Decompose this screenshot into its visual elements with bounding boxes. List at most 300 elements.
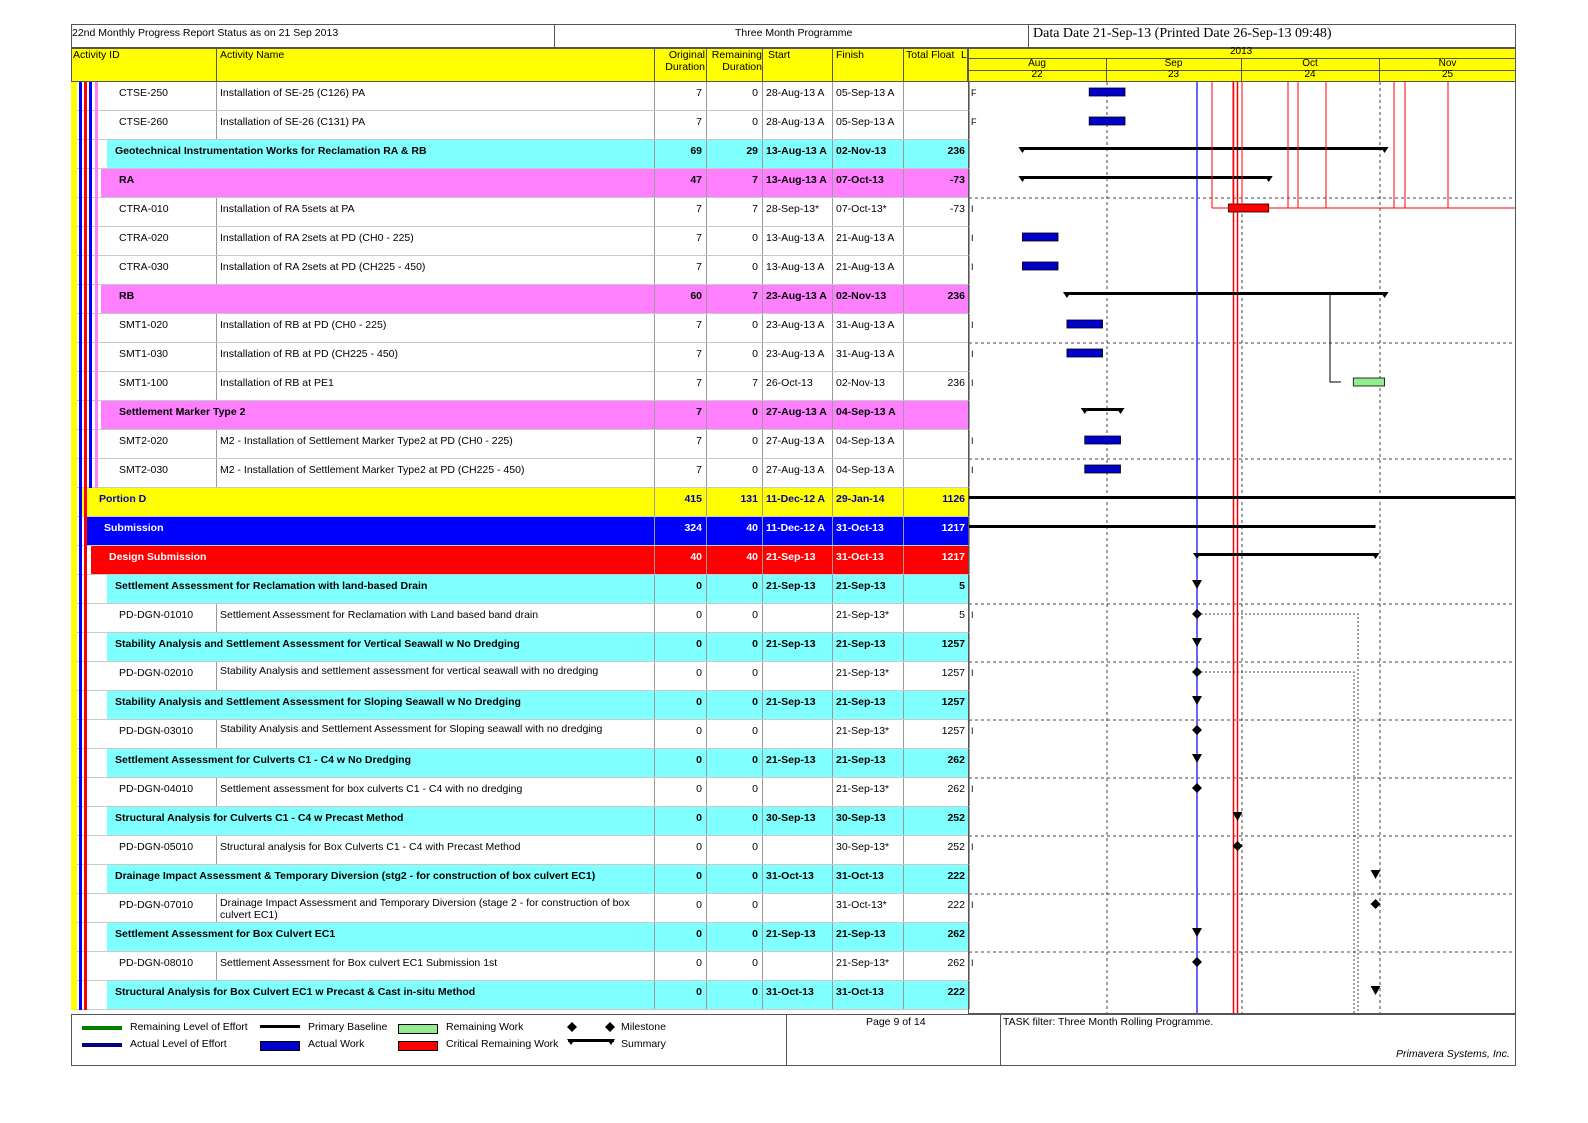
milestone-icon <box>1371 899 1381 909</box>
table-row[interactable] <box>71 256 974 285</box>
start-date <box>764 836 834 864</box>
cell-divider <box>706 111 707 139</box>
table-row[interactable] <box>71 836 974 865</box>
cell-divider <box>706 923 707 951</box>
cell-divider <box>903 778 904 806</box>
header-divider <box>216 48 217 82</box>
cell-divider <box>903 517 904 545</box>
milestone-icon <box>1192 957 1202 967</box>
total-float <box>903 343 969 371</box>
cell-divider <box>903 343 904 371</box>
hierarchy-stripe <box>79 82 82 1010</box>
start-date: 13-Aug-13 A <box>766 145 827 157</box>
cell-divider <box>216 430 217 458</box>
cell-divider <box>903 865 904 893</box>
cell-divider <box>706 546 707 574</box>
table-row[interactable] <box>71 430 974 459</box>
row-flag: I <box>971 233 974 243</box>
cell-divider <box>832 807 833 835</box>
total-float: 1257 <box>941 638 965 650</box>
cell-divider <box>832 111 833 139</box>
table-row[interactable] <box>71 343 974 372</box>
wbs-band-row[interactable] <box>71 488 968 517</box>
cell-divider <box>654 372 655 400</box>
table-row[interactable] <box>71 459 974 488</box>
table-row[interactable] <box>71 604 974 633</box>
activity-bar <box>1089 117 1125 125</box>
wbs-band-row[interactable] <box>71 575 968 604</box>
remaining-duration: 0 <box>752 783 758 795</box>
finish-date: 04-Sep-13 A <box>836 464 895 476</box>
timescale-month-divider <box>1379 58 1380 82</box>
summary-milestone-icon <box>1192 754 1202 763</box>
activity-id: SMT2-030 <box>119 464 169 476</box>
finish-date: 31-Oct-13* <box>836 899 887 911</box>
original-duration: 0 <box>696 870 702 882</box>
activity-id: SMT2-020 <box>119 435 169 447</box>
finish-date: 05-Sep-13 A <box>836 87 895 99</box>
cell-divider <box>762 488 763 516</box>
cell-divider <box>216 198 217 226</box>
cell-divider <box>654 923 655 951</box>
cell-divider <box>832 430 833 458</box>
cell-divider <box>762 923 763 951</box>
table-row[interactable] <box>71 894 974 923</box>
cell-divider <box>762 169 763 197</box>
finish-date: 02-Nov-13 <box>836 290 887 302</box>
col-original-duration[interactable]: Original Duration <box>665 49 705 73</box>
activity-id: SMT1-100 <box>119 377 169 389</box>
total-float <box>903 459 969 487</box>
original-duration: 0 <box>696 696 702 708</box>
remaining-duration: 0 <box>752 232 758 244</box>
cell-divider <box>762 807 763 835</box>
cell-divider <box>654 807 655 835</box>
cell-divider <box>216 952 217 980</box>
wbs-name: Settlement Assessment for Culverts C1 - C4 w No Dredging <box>115 754 412 766</box>
start-date: 26-Oct-13 <box>766 377 813 389</box>
original-duration: 7 <box>696 377 702 389</box>
finish-date: 21-Sep-13* <box>836 667 890 679</box>
start-date: 27-Aug-13 A <box>766 464 825 476</box>
relationship-line <box>1197 614 1358 1014</box>
cell-divider <box>762 981 763 1009</box>
total-float: 262 <box>947 783 965 795</box>
wbs-name: RA <box>119 174 135 186</box>
remaining-duration: 0 <box>752 435 758 447</box>
finish-date: 21-Sep-13 <box>836 580 886 592</box>
table-row[interactable] <box>71 372 974 401</box>
cell-divider <box>762 285 763 313</box>
total-float <box>903 314 969 342</box>
cell-divider <box>762 894 763 922</box>
gantt-chart <box>968 82 1516 1014</box>
activity-name: Settlement Assessment for Box culvert EC1 Submission 1st <box>220 957 498 969</box>
cell-divider <box>762 662 763 690</box>
original-duration: 7 <box>696 87 702 99</box>
cell-divider <box>762 865 763 893</box>
cell-divider <box>706 952 707 980</box>
activity-name: Structural analysis for Box Culverts C1 - C4 with Precast Method <box>220 841 521 853</box>
legend-critical-remaining: Critical Remaining Work <box>446 1038 559 1050</box>
activity-name: Installation of RA 2sets at PD (CH0 - 225) <box>220 232 414 244</box>
activity-id: PD-DGN-03010 <box>119 725 194 737</box>
wbs-band-row[interactable] <box>71 546 968 575</box>
timescale-month: Aug <box>1028 58 1046 69</box>
wbs-band-row[interactable] <box>71 865 968 894</box>
total-float: 262 <box>947 754 965 766</box>
remaining-duration: 0 <box>752 754 758 766</box>
cell-divider <box>832 488 833 516</box>
activity-name: Installation of RA 2sets at PD (CH225 - 450) <box>220 261 426 273</box>
timescale-week: 23 <box>1167 69 1180 80</box>
table-row[interactable] <box>71 952 974 981</box>
cell-divider <box>762 517 763 545</box>
hierarchy-stripe <box>89 82 92 488</box>
wbs-name: Stability Analysis and Settlement Assessment for Vertical Seawall w No Dredging <box>115 638 520 650</box>
cell-divider <box>832 256 833 284</box>
cell-divider <box>832 865 833 893</box>
cell-divider <box>903 401 904 429</box>
wbs-band-row[interactable] <box>71 923 968 952</box>
wbs-band-row[interactable] <box>71 401 968 430</box>
row-flag: I <box>971 726 974 736</box>
table-row[interactable] <box>71 227 974 256</box>
original-duration: 0 <box>696 754 702 766</box>
start-date <box>764 894 834 922</box>
remaining-duration: 7 <box>752 290 758 302</box>
cell-divider <box>832 459 833 487</box>
col-start[interactable]: Start <box>768 49 791 61</box>
cell-divider <box>832 749 833 777</box>
cell-divider <box>654 285 655 313</box>
start-date: 31-Oct-13 <box>766 986 814 998</box>
activity-bar <box>1022 233 1058 241</box>
col-activity-id[interactable]: Activity ID <box>73 49 120 61</box>
cell-divider <box>654 546 655 574</box>
total-float: 222 <box>947 870 965 882</box>
cell-divider <box>762 836 763 864</box>
start-date: 23-Aug-13 A <box>766 290 827 302</box>
activity-bar <box>1067 320 1103 328</box>
wbs-band-row[interactable] <box>71 807 968 836</box>
cell-divider <box>216 343 217 371</box>
start-date <box>764 952 834 980</box>
activity-bar <box>1067 349 1103 357</box>
column-header-bar <box>71 48 968 82</box>
remaining-duration: 0 <box>752 638 758 650</box>
remaining-duration: 0 <box>752 928 758 940</box>
cell-divider <box>654 575 655 603</box>
finish-date: 31-Oct-13 <box>836 986 884 998</box>
legend-actual-loe: Actual Level of Effort <box>130 1038 227 1050</box>
original-duration: 0 <box>696 986 702 998</box>
finish-date: 21-Sep-13* <box>836 725 890 737</box>
wbs-band-row[interactable] <box>71 633 968 662</box>
start-date: 21-Sep-13 <box>766 580 816 592</box>
page-number: Page 9 of 14 <box>866 1016 926 1028</box>
col-finish[interactable]: Finish <box>836 49 865 61</box>
finish-date: 29-Jan-14 <box>836 493 885 505</box>
data-date: Data Date 21-Sep-13 (Printed Date 26-Sep-13 09:48) <box>1033 26 1332 41</box>
total-float: 1217 <box>941 522 965 534</box>
table-row[interactable] <box>71 198 974 227</box>
start-date: 23-Aug-13 A <box>766 319 825 331</box>
cell-divider <box>903 546 904 574</box>
remaining-duration: 0 <box>752 348 758 360</box>
cell-divider <box>903 952 904 980</box>
cell-divider <box>832 546 833 574</box>
wbs-name: Drainage Impact Assessment & Temporary Diversion (stg2 - for construction of box culvert EC1) <box>115 870 596 882</box>
header-divider <box>706 48 707 82</box>
start-date: 11-Dec-12 A <box>766 493 826 505</box>
summary-bar <box>1197 553 1376 556</box>
cell-divider <box>903 575 904 603</box>
original-duration: 0 <box>696 609 702 621</box>
wbs-name: Settlement Assessment for Reclamation with land-based Drain <box>115 580 428 592</box>
cell-divider <box>654 894 655 922</box>
cell-divider <box>832 691 833 719</box>
activity-name: M2 - Installation of Settlement Marker Type2 at PD (CH0 - 225) <box>220 435 513 447</box>
activity-name: M2 - Installation of Settlement Marker Type2 at PD (CH225 - 450) <box>220 464 525 476</box>
table-row[interactable] <box>71 778 974 807</box>
row-flag: I <box>971 958 974 968</box>
start-date: 13-Aug-13 A <box>766 261 825 273</box>
start-date: 28-Aug-13 A <box>766 87 825 99</box>
timescale-week: 24 <box>1304 69 1316 80</box>
original-duration: 7 <box>696 261 702 273</box>
start-date: 13-Aug-13 A <box>766 174 827 186</box>
total-float: 5 <box>959 580 965 592</box>
table-row[interactable] <box>71 111 977 140</box>
remaining-duration: 0 <box>752 609 758 621</box>
total-float: -73 <box>949 174 965 186</box>
cell-divider <box>216 372 217 400</box>
finish-date: 07-Oct-13* <box>836 203 887 215</box>
table-row[interactable] <box>71 314 974 343</box>
activity-name: Installation of RB at PE1 <box>220 377 334 389</box>
finish-date: 21-Sep-13 <box>836 696 886 708</box>
wbs-band-row[interactable] <box>71 749 968 778</box>
cell-divider <box>832 372 833 400</box>
summary-bar <box>969 525 1376 528</box>
wbs-band-row[interactable] <box>71 285 968 314</box>
start-date <box>764 662 834 690</box>
total-float: 5 <box>959 609 965 621</box>
original-duration: 69 <box>690 145 702 157</box>
hierarchy-stripe <box>84 82 87 1010</box>
start-date: 21-Sep-13 <box>766 638 816 650</box>
remaining-duration: 0 <box>752 696 758 708</box>
header-divider-1 <box>554 24 555 48</box>
col-total-float[interactable]: Total Float <box>906 49 955 61</box>
total-float: 1257 <box>941 667 965 679</box>
cell-divider <box>762 372 763 400</box>
activity-name: Installation of SE-26 (C131) PA <box>220 116 366 128</box>
summary-milestone-icon <box>1192 696 1202 705</box>
wbs-name: Stability Analysis and Settlement Assessment for Sloping Seawall w No Dredging <box>115 696 521 708</box>
wbs-band-row[interactable] <box>71 169 968 198</box>
activity-id: CTSE-260 <box>119 116 169 128</box>
cell-divider <box>832 923 833 951</box>
cell-divider <box>762 343 763 371</box>
activity-bar <box>1022 262 1058 270</box>
cell-divider <box>706 807 707 835</box>
cell-divider <box>654 169 655 197</box>
cell-divider <box>654 662 655 690</box>
task-filter: TASK filter: Three Month Rolling Programme. <box>1003 1016 1214 1028</box>
finish-date: 31-Oct-13 <box>836 870 884 882</box>
cell-divider <box>762 401 763 429</box>
wbs-band-row[interactable] <box>71 517 968 546</box>
cell-divider <box>706 633 707 661</box>
cell-divider <box>654 314 655 342</box>
cell-divider <box>832 198 833 226</box>
summary-milestone-icon <box>1371 870 1381 879</box>
total-float <box>903 82 969 110</box>
start-date: 21-Sep-13 <box>766 754 816 766</box>
cell-divider <box>832 285 833 313</box>
cell-divider <box>903 981 904 1009</box>
cell-divider <box>654 517 655 545</box>
table-row[interactable] <box>71 662 974 691</box>
cell-divider <box>903 459 904 487</box>
cell-divider <box>654 604 655 632</box>
legend-summary: Summary <box>621 1038 666 1050</box>
start-date: 23-Aug-13 A <box>766 348 825 360</box>
cell-divider <box>903 894 904 922</box>
milestone-legend-icon <box>566 1020 616 1034</box>
start-date: 11-Dec-12 A <box>766 522 826 534</box>
total-float: 262 <box>947 957 965 969</box>
activity-id: SMT1-030 <box>119 348 169 360</box>
start-date <box>764 778 834 806</box>
original-duration: 0 <box>696 667 702 679</box>
primary-baseline-swatch <box>260 1025 300 1028</box>
cell-divider <box>832 633 833 661</box>
wbs-name: Geotechnical Instrumentation Works for Reclamation RA & RB <box>115 145 427 157</box>
remaining-duration: 40 <box>746 522 758 534</box>
finish-date: 21-Aug-13 A <box>836 232 895 244</box>
cell-divider <box>706 256 707 284</box>
legend-divider-2 <box>1000 1014 1001 1066</box>
start-date: 28-Aug-13 A <box>766 116 825 128</box>
cell-divider <box>762 952 763 980</box>
table-row[interactable] <box>71 720 974 749</box>
total-float: 236 <box>947 290 965 302</box>
finish-date: 05-Sep-13 A <box>836 116 895 128</box>
cell-divider <box>832 169 833 197</box>
cell-divider <box>762 546 763 574</box>
cell-divider <box>762 198 763 226</box>
start-date: 21-Sep-13 <box>766 551 816 563</box>
legend-divider-1 <box>786 1014 787 1066</box>
row-flag: F <box>971 88 977 98</box>
total-float: 236 <box>947 377 965 389</box>
wbs-band-row[interactable] <box>71 981 968 1010</box>
cell-divider <box>216 778 217 806</box>
col-remaining-duration[interactable]: Remaining Duration <box>711 49 762 73</box>
remaining-duration: 0 <box>752 899 758 911</box>
relationship-line <box>1197 672 1354 1014</box>
programme-title: Three Month Programme <box>735 27 853 39</box>
relationship-line <box>1330 295 1341 382</box>
row-flag: I <box>971 378 974 388</box>
cell-divider <box>762 111 763 139</box>
table-row[interactable] <box>71 82 977 111</box>
cell-divider <box>654 836 655 864</box>
row-flag: I <box>971 204 974 214</box>
cell-divider <box>654 82 655 110</box>
cell-divider <box>706 488 707 516</box>
total-float: 222 <box>947 986 965 998</box>
remaining-duration: 0 <box>752 319 758 331</box>
remaining-duration: 40 <box>746 551 758 563</box>
activity-name: Stability Analysis and settlement assessment for vertical seawall with no dredging <box>220 665 599 677</box>
cell-divider <box>706 981 707 1009</box>
original-duration: 7 <box>696 319 702 331</box>
cell-divider <box>706 227 707 255</box>
row-flag: I <box>971 668 974 678</box>
header-divider <box>654 48 655 82</box>
wbs-band-row[interactable] <box>71 140 968 169</box>
cell-divider <box>654 952 655 980</box>
finish-date: 02-Nov-13 <box>836 145 887 157</box>
col-activity-name[interactable]: Activity Name <box>220 49 285 61</box>
original-duration: 7 <box>696 406 702 418</box>
cell-divider <box>216 604 217 632</box>
cell-divider <box>832 82 833 110</box>
activity-name: Installation of RB at PD (CH0 - 225) <box>220 319 387 331</box>
cell-divider <box>216 256 217 284</box>
start-date: 21-Sep-13 <box>766 696 816 708</box>
cell-divider <box>762 140 763 168</box>
cell-divider <box>706 169 707 197</box>
original-duration: 0 <box>696 580 702 592</box>
start-date: 31-Oct-13 <box>766 870 814 882</box>
activity-id: PD-DGN-05010 <box>119 841 194 853</box>
activity-name: Stability Analysis and Settlement Assessment for Sloping seawall with no dredging <box>220 723 603 735</box>
summary-bar <box>1067 292 1385 295</box>
row-flag: I <box>971 465 974 475</box>
start-date: 28-Sep-13* <box>766 203 820 215</box>
cell-divider <box>762 778 763 806</box>
milestone-icon <box>1192 783 1202 793</box>
activity-name: Installation of RA 5sets at PA <box>220 203 355 215</box>
original-duration: 0 <box>696 638 702 650</box>
summary-bar <box>969 496 1516 499</box>
cell-divider <box>654 343 655 371</box>
remaining-duration: 0 <box>752 812 758 824</box>
row-flag: I <box>971 900 974 910</box>
wbs-band-row[interactable] <box>71 691 968 720</box>
original-duration: 60 <box>690 290 702 302</box>
original-duration: 415 <box>684 493 702 505</box>
activity-name: Settlement Assessment for Reclamation with Land based band drain <box>220 609 539 621</box>
finish-date: 21-Aug-13 A <box>836 261 895 273</box>
cell-divider <box>903 285 904 313</box>
remaining-loe-swatch <box>82 1026 122 1030</box>
finish-date: 21-Sep-13* <box>836 609 890 621</box>
timescale-week: 22 <box>1031 69 1043 80</box>
cell-divider <box>706 691 707 719</box>
finish-date: 21-Sep-13 <box>836 928 886 940</box>
finish-date: 21-Sep-13* <box>836 957 890 969</box>
total-float: 262 <box>947 928 965 940</box>
cell-divider <box>706 198 707 226</box>
remaining-duration: 0 <box>752 261 758 273</box>
cell-divider <box>832 517 833 545</box>
